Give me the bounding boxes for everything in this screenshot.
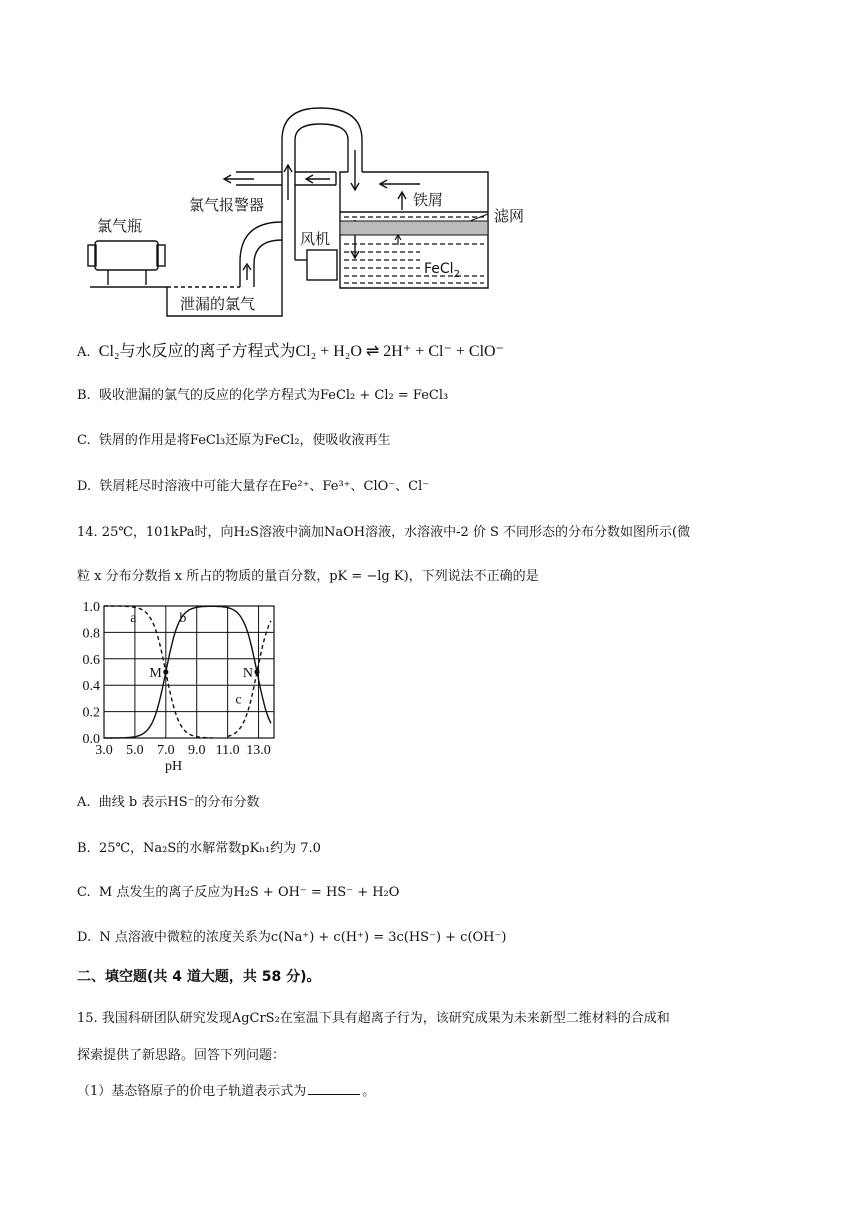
q14-option-b: B. 25℃，Na₂S的水解常数pKₕ₁约为 7.0	[77, 841, 321, 856]
label-leaked-chlorine: 泄漏的氯气	[180, 295, 256, 313]
x-tick-label: 3.0	[95, 743, 113, 758]
x-tick-label: 9.0	[187, 743, 206, 758]
chlorine-bottle-body	[95, 241, 158, 270]
inlet-duct-inner	[254, 240, 282, 287]
u-tube-inner	[295, 124, 348, 172]
y-tick-label: 0.0	[82, 732, 100, 747]
y-tick-label: 0.8	[82, 626, 100, 642]
fan-box	[307, 250, 337, 280]
q13-option-c: C. 铁屑的作用是将FeCl₃还原为FeCl₂，使吸收液再生	[77, 433, 391, 448]
curve-label-a: a	[130, 610, 137, 626]
q14-option-a: A. 曲线 b 表示HS⁻的分布分数	[77, 795, 260, 810]
distribution-chart	[72, 596, 292, 786]
q14-stem-line1: 14. 25℃，101kPa时，向H₂S溶液中滴加NaOH溶液，水溶液中-2 价 S 不同形态的分布分数如图所示(微	[77, 525, 691, 540]
q13-option-a: A. Cl₂与水反应的离子方程式为Cl₂ + H₂O ⇌ 2H⁺ + Cl⁻ + ClO⁻	[77, 343, 505, 360]
x-axis-label: pH	[164, 759, 183, 774]
q15-sub1: （1）基态铬原子的价电子轨道表示式为 。	[77, 1084, 376, 1099]
label-fecl2: FeCl$_2$	[424, 261, 460, 280]
q13-option-d: D. 铁屑耗尽时溶液中可能大量存在Fe²⁺、Fe³⁺、ClO⁻、Cl⁻	[77, 479, 430, 494]
label-chlorine-alarm: 氯气报警器	[189, 196, 265, 214]
curve-label-c: c	[235, 692, 242, 708]
point-M	[163, 669, 168, 674]
point-label-N: N	[242, 666, 253, 681]
x-tick-label: 13.0	[246, 743, 271, 758]
y-tick-label: 0.6	[82, 652, 100, 668]
y-tick-label: 0.4	[82, 679, 100, 695]
q14-option-c: C. M 点发生的离子反应为H₂S + OH⁻ = HS⁻ + H₂O	[77, 885, 400, 900]
q15-stem-line2: 探索提供了新思路。回答下列问题：	[77, 1048, 286, 1063]
section-heading: 二、填空题(共 4 道大题，共 58 分)。	[77, 969, 321, 985]
label-fan: 风机	[300, 230, 331, 248]
answer-blank[interactable]	[308, 1094, 360, 1095]
x-tick-label: 7.0	[157, 743, 175, 758]
apparatus-diagram	[0, 0, 860, 330]
x-tick-label: 11.0	[215, 743, 240, 758]
x-tick-label: 5.0	[126, 743, 144, 758]
y-tick-label: 0.2	[82, 705, 100, 721]
q14-option-d: D. N 点溶液中微粒的浓度关系为c(Na⁺) + c(H⁺) = 3c(HS⁻) + c(OH⁻)	[77, 930, 507, 945]
filter-screen	[340, 221, 488, 235]
y-tick-label: 1.0	[82, 600, 100, 615]
q14-stem-line2: 粒 x 分布分数指 x 所占的物质的量百分数，pK = −lg K)，下列说法不正确的是	[77, 569, 539, 584]
label-filter-screen: 滤网	[494, 207, 525, 225]
label-chlorine-bottle: 氯气瓶	[97, 217, 143, 235]
u-tube-outer	[282, 108, 362, 172]
q13-option-b: B. 吸收泄漏的氯气的反应的化学方程式为FeCl₂ + Cl₂ = FeCl₃	[77, 388, 449, 403]
point-N	[254, 669, 259, 674]
point-label-M: M	[149, 666, 162, 681]
q15-stem-line1: 15. 我国科研团队研究发现AgCrS₂在室温下具有超离子行为，该研究成果为未来新型二维材料的合成和	[77, 1011, 670, 1026]
curve-label-b: b	[179, 610, 187, 626]
label-iron-filings: 铁屑	[413, 191, 444, 209]
